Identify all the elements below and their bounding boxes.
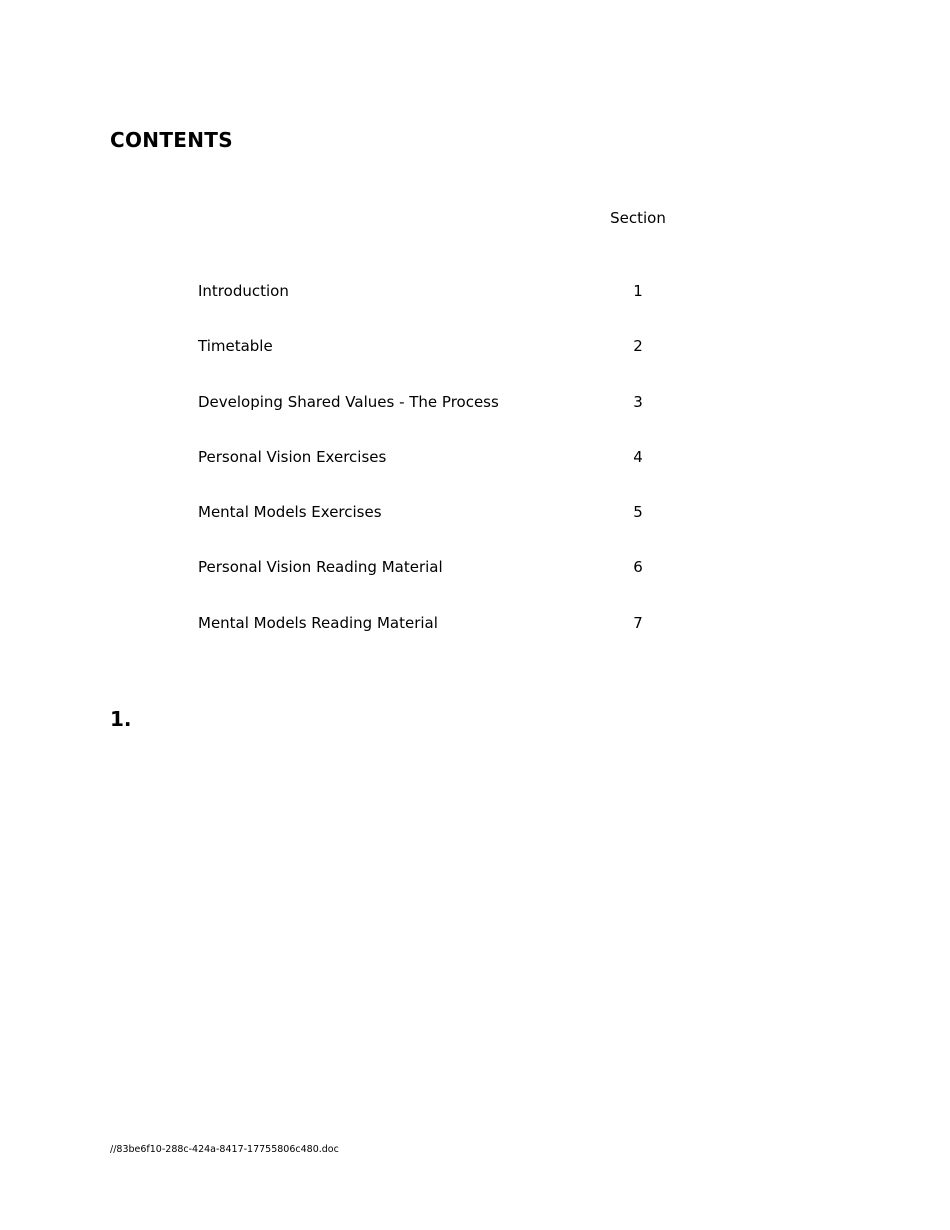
toc-row [198, 614, 698, 669]
toc-row [198, 393, 698, 448]
toc-section-number: 6 [633, 558, 643, 577]
toc-label: Mental Models Exercises [198, 503, 382, 522]
toc-row [198, 337, 698, 392]
toc-row [198, 282, 698, 337]
toc-label: Personal Vision Exercises [198, 447, 387, 466]
toc-label: Mental Models Reading Material [198, 613, 438, 632]
toc-row [198, 448, 698, 503]
toc-label: Timetable [198, 337, 273, 356]
toc-section-number: 2 [633, 337, 643, 356]
contents-title: CONTENTS [110, 128, 233, 152]
table-of-contents [198, 282, 698, 669]
section-heading-number: 1. [110, 707, 132, 731]
toc-section-number: 3 [633, 392, 643, 411]
toc-row [198, 503, 698, 558]
section-column-header: Section [610, 209, 666, 227]
toc-row [198, 558, 698, 613]
toc-section-number: 4 [633, 447, 643, 466]
toc-section-number: 7 [633, 613, 643, 632]
toc-label: Developing Shared Values - The Process [198, 392, 499, 411]
toc-label: Personal Vision Reading Material [198, 558, 443, 577]
footer-file-path: //83be6f10-288c-424a-8417-17755806c480.doc [110, 1144, 339, 1155]
toc-section-number: 1 [633, 282, 643, 300]
toc-section-number: 5 [633, 503, 643, 522]
toc-label: Introduction [198, 282, 289, 300]
